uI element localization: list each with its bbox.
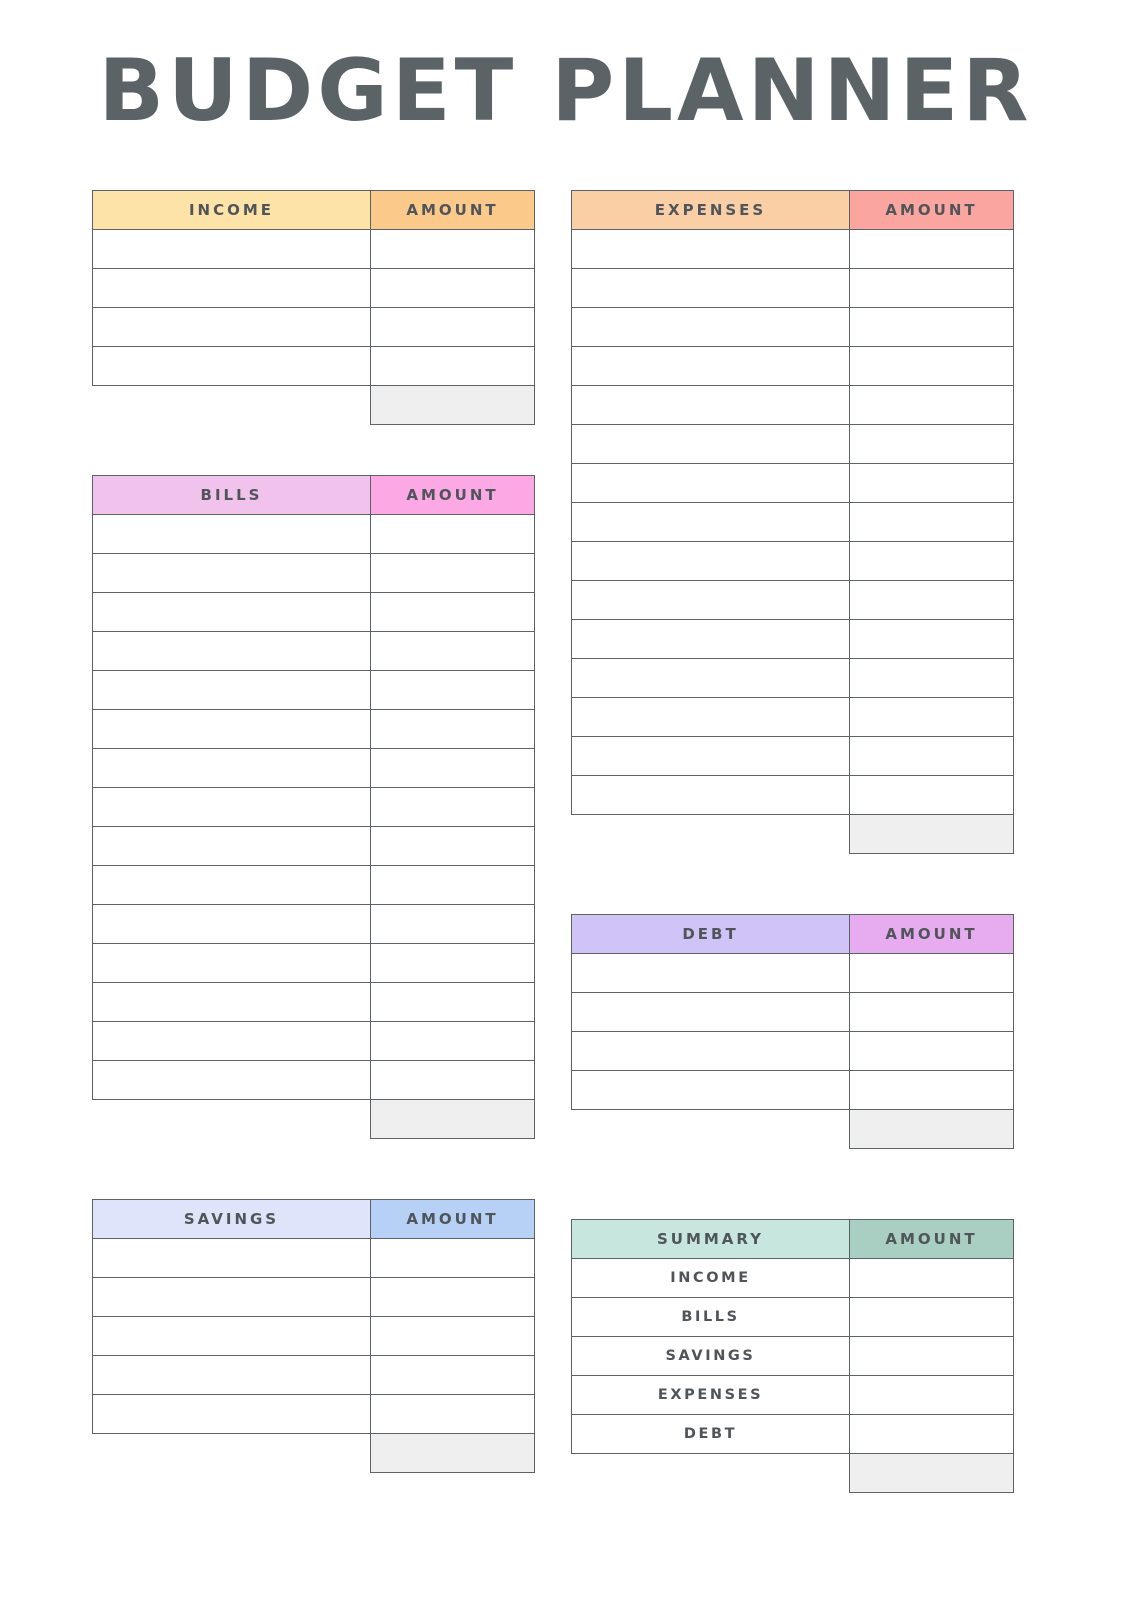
table-row[interactable] (93, 308, 535, 347)
summary-table (571, 1219, 1014, 1493)
table-row[interactable] (572, 1071, 1014, 1110)
expenses-entry-label-6[interactable] (572, 464, 850, 503)
table-row[interactable] (572, 659, 1014, 698)
expenses-entry-amount-2[interactable] (850, 308, 1014, 347)
bills-entry-amount-13[interactable] (371, 1022, 535, 1061)
summary-row-amount-expenses[interactable] (850, 1376, 1014, 1415)
summary-row-label-expenses: EXPENSES (572, 1376, 850, 1415)
savings-table (92, 1199, 535, 1473)
income-table (92, 190, 535, 425)
expenses-entry-amount-14[interactable] (850, 776, 1014, 815)
debt-total-row (572, 1110, 1014, 1149)
table-row[interactable] (572, 503, 1014, 542)
table-row[interactable] (572, 269, 1014, 308)
table-header-row (93, 1200, 535, 1239)
bills-entry-amount-11[interactable] (371, 944, 535, 983)
expenses-entry-amount-12[interactable] (850, 698, 1014, 737)
summary-row-amount-income[interactable] (850, 1259, 1014, 1298)
table-row[interactable] (93, 671, 535, 710)
summary-total-amount[interactable] (850, 1454, 1014, 1493)
income-header: INCOME (93, 191, 371, 230)
spacer-cell (93, 1100, 371, 1139)
table-row[interactable] (572, 1259, 1014, 1298)
expenses-entry-label-7[interactable] (572, 503, 850, 542)
expenses-entry-amount-7[interactable] (850, 503, 1014, 542)
bills-entry-label-10[interactable] (93, 905, 371, 944)
debt-entry-label-1[interactable] (572, 993, 850, 1032)
income-total-row (93, 386, 535, 425)
savings-entry-label-2[interactable] (93, 1317, 371, 1356)
expenses-header: EXPENSES (572, 191, 850, 230)
summary-row-label-bills: BILLS (572, 1298, 850, 1337)
table-row[interactable] (572, 620, 1014, 659)
bills-entry-label-2[interactable] (93, 593, 371, 632)
table-row[interactable] (572, 954, 1014, 993)
table-row[interactable] (572, 1337, 1014, 1376)
right-column (571, 190, 1013, 1493)
table-header-row (93, 476, 535, 515)
bills-header: BILLS (93, 476, 371, 515)
savings-entry-amount-4[interactable] (371, 1395, 535, 1434)
savings-amount-header: AMOUNT (371, 1200, 535, 1239)
spacer (92, 1139, 534, 1199)
expenses-entry-label-3[interactable] (572, 347, 850, 386)
expenses-entry-label-1[interactable] (572, 269, 850, 308)
bills-entry-amount-8[interactable] (371, 827, 535, 866)
table-row[interactable] (93, 905, 535, 944)
summary-row-label-income: INCOME (572, 1259, 850, 1298)
summary-header: SUMMARY (572, 1220, 850, 1259)
table-row[interactable] (93, 230, 535, 269)
bills-entry-label-14[interactable] (93, 1061, 371, 1100)
table-row[interactable] (572, 581, 1014, 620)
bills-entry-amount-4[interactable] (371, 671, 535, 710)
expenses-entry-amount-0[interactable] (850, 230, 1014, 269)
bills-entry-label-0[interactable] (93, 515, 371, 554)
spacer-cell (93, 1434, 371, 1473)
bills-entry-label-11[interactable] (93, 944, 371, 983)
savings-entry-amount-1[interactable] (371, 1278, 535, 1317)
bills-entry-label-5[interactable] (93, 710, 371, 749)
expenses-entry-amount-4[interactable] (850, 386, 1014, 425)
expenses-entry-label-13[interactable] (572, 737, 850, 776)
summary-row-amount-debt[interactable] (850, 1415, 1014, 1454)
table-row[interactable] (572, 737, 1014, 776)
table-row[interactable] (572, 1298, 1014, 1337)
expenses-total-row (572, 815, 1014, 854)
table-row[interactable] (572, 386, 1014, 425)
income-entry-amount-3[interactable] (371, 347, 535, 386)
income-entry-label-2[interactable] (93, 308, 371, 347)
table-row[interactable] (572, 1032, 1014, 1071)
bills-entry-label-3[interactable] (93, 632, 371, 671)
expenses-entry-amount-6[interactable] (850, 464, 1014, 503)
bills-entry-amount-9[interactable] (371, 866, 535, 905)
summary-row-label-savings: SAVINGS (572, 1337, 850, 1376)
bills-table (92, 475, 535, 1139)
debt-entry-amount-0[interactable] (850, 954, 1014, 993)
table-row[interactable] (93, 944, 535, 983)
bills-entry-amount-14[interactable] (371, 1061, 535, 1100)
table-header-row (572, 191, 1014, 230)
savings-entry-label-1[interactable] (93, 1278, 371, 1317)
expenses-entry-label-11[interactable] (572, 659, 850, 698)
bills-block (92, 475, 534, 1139)
summary-row-amount-savings[interactable] (850, 1337, 1014, 1376)
expenses-entry-label-10[interactable] (572, 620, 850, 659)
table-row[interactable] (93, 827, 535, 866)
spacer (92, 425, 534, 475)
table-row[interactable] (93, 749, 535, 788)
income-entry-amount-0[interactable] (371, 230, 535, 269)
income-block (92, 190, 534, 425)
table-row[interactable] (93, 1317, 535, 1356)
bills-amount-header: AMOUNT (371, 476, 535, 515)
bills-entry-amount-1[interactable] (371, 554, 535, 593)
debt-entry-label-2[interactable] (572, 1032, 850, 1071)
bills-entry-label-1[interactable] (93, 554, 371, 593)
income-entry-amount-1[interactable] (371, 269, 535, 308)
left-column (92, 190, 534, 1473)
expenses-total-amount[interactable] (850, 815, 1014, 854)
expenses-entry-amount-3[interactable] (850, 347, 1014, 386)
spacer (571, 1149, 1013, 1219)
debt-header: DEBT (572, 915, 850, 954)
savings-entry-amount-3[interactable] (371, 1356, 535, 1395)
table-header-row (93, 191, 535, 230)
savings-entry-amount-2[interactable] (371, 1317, 535, 1356)
bills-entry-amount-10[interactable] (371, 905, 535, 944)
spacer-cell (572, 1110, 850, 1149)
bills-total-amount[interactable] (371, 1100, 535, 1139)
debt-entry-amount-1[interactable] (850, 993, 1014, 1032)
table-row[interactable] (93, 593, 535, 632)
summary-total-row (572, 1454, 1014, 1493)
savings-header: SAVINGS (93, 1200, 371, 1239)
table-row[interactable] (93, 866, 535, 905)
expenses-entry-amount-11[interactable] (850, 659, 1014, 698)
debt-entry-amount-3[interactable] (850, 1071, 1014, 1110)
income-entry-label-0[interactable] (93, 230, 371, 269)
bills-entry-amount-3[interactable] (371, 632, 535, 671)
savings-block (92, 1199, 534, 1473)
expenses-entry-label-2[interactable] (572, 308, 850, 347)
expenses-table (571, 190, 1014, 854)
bills-entry-label-4[interactable] (93, 671, 371, 710)
table-row[interactable] (572, 425, 1014, 464)
bills-entry-label-8[interactable] (93, 827, 371, 866)
table-row[interactable] (93, 1239, 535, 1278)
bills-entry-amount-12[interactable] (371, 983, 535, 1022)
expenses-amount-header: AMOUNT (850, 191, 1014, 230)
table-row[interactable] (93, 710, 535, 749)
savings-entry-amount-0[interactable] (371, 1239, 535, 1278)
table-row[interactable] (572, 308, 1014, 347)
bills-entry-amount-7[interactable] (371, 788, 535, 827)
expenses-entry-amount-10[interactable] (850, 620, 1014, 659)
expenses-entry-amount-13[interactable] (850, 737, 1014, 776)
income-amount-header: AMOUNT (371, 191, 535, 230)
table-row[interactable] (572, 993, 1014, 1032)
debt-entry-label-3[interactable] (572, 1071, 850, 1110)
expenses-entry-label-12[interactable] (572, 698, 850, 737)
spacer-cell (572, 1454, 850, 1493)
expenses-entry-amount-8[interactable] (850, 542, 1014, 581)
income-entry-label-3[interactable] (93, 347, 371, 386)
table-row[interactable] (93, 788, 535, 827)
expenses-entry-amount-9[interactable] (850, 581, 1014, 620)
savings-entry-label-4[interactable] (93, 1395, 371, 1434)
bills-entry-amount-6[interactable] (371, 749, 535, 788)
spacer-cell (572, 815, 850, 854)
income-entry-amount-2[interactable] (371, 308, 535, 347)
table-row[interactable] (93, 1278, 535, 1317)
bills-entry-label-9[interactable] (93, 866, 371, 905)
savings-entry-label-3[interactable] (93, 1356, 371, 1395)
income-entry-label-1[interactable] (93, 269, 371, 308)
bills-entry-amount-0[interactable] (371, 515, 535, 554)
income-total-amount[interactable] (371, 386, 535, 425)
expenses-block (571, 190, 1013, 854)
debt-total-amount[interactable] (850, 1110, 1014, 1149)
table-row[interactable] (572, 464, 1014, 503)
table-row[interactable] (93, 1022, 535, 1061)
table-row[interactable] (93, 347, 535, 386)
table-row[interactable] (572, 230, 1014, 269)
table-row[interactable] (93, 1395, 535, 1434)
table-row[interactable] (572, 776, 1014, 815)
table-row[interactable] (572, 1376, 1014, 1415)
bills-total-row (93, 1100, 535, 1139)
table-header-row (572, 915, 1014, 954)
table-row[interactable] (93, 554, 535, 593)
summary-amount-header: AMOUNT (850, 1220, 1014, 1259)
bills-entry-amount-2[interactable] (371, 593, 535, 632)
table-row[interactable] (93, 1356, 535, 1395)
summary-block (571, 1219, 1013, 1493)
savings-entry-label-0[interactable] (93, 1239, 371, 1278)
spacer-cell (93, 386, 371, 425)
table-row[interactable] (572, 542, 1014, 581)
expenses-entry-label-4[interactable] (572, 386, 850, 425)
debt-entry-amount-2[interactable] (850, 1032, 1014, 1071)
expenses-entry-label-9[interactable] (572, 581, 850, 620)
expenses-entry-label-5[interactable] (572, 425, 850, 464)
expenses-entry-label-0[interactable] (572, 230, 850, 269)
expenses-entry-label-14[interactable] (572, 776, 850, 815)
table-row[interactable] (93, 983, 535, 1022)
bills-entry-label-6[interactable] (93, 749, 371, 788)
table-row[interactable] (93, 632, 535, 671)
expenses-entry-amount-5[interactable] (850, 425, 1014, 464)
table-row[interactable] (93, 1061, 535, 1100)
summary-row-label-debt: DEBT (572, 1415, 850, 1454)
table-row[interactable] (93, 515, 535, 554)
bills-entry-label-13[interactable] (93, 1022, 371, 1061)
bills-entry-label-7[interactable] (93, 788, 371, 827)
bills-entry-amount-5[interactable] (371, 710, 535, 749)
debt-amount-header: AMOUNT (850, 915, 1014, 954)
expenses-entry-label-8[interactable] (572, 542, 850, 581)
table-row[interactable] (93, 269, 535, 308)
savings-total-amount[interactable] (371, 1434, 535, 1473)
page-title: BUDGET PLANNER (98, 41, 1033, 141)
savings-total-row (93, 1434, 535, 1473)
table-row[interactable] (572, 347, 1014, 386)
expenses-entry-amount-1[interactable] (850, 269, 1014, 308)
table-header-row (572, 1220, 1014, 1259)
bills-entry-label-12[interactable] (93, 983, 371, 1022)
debt-entry-label-0[interactable] (572, 954, 850, 993)
debt-block (571, 914, 1013, 1149)
spacer (571, 854, 1013, 914)
debt-table (571, 914, 1014, 1149)
table-row[interactable] (572, 698, 1014, 737)
summary-row-amount-bills[interactable] (850, 1298, 1014, 1337)
table-row[interactable] (572, 1415, 1014, 1454)
